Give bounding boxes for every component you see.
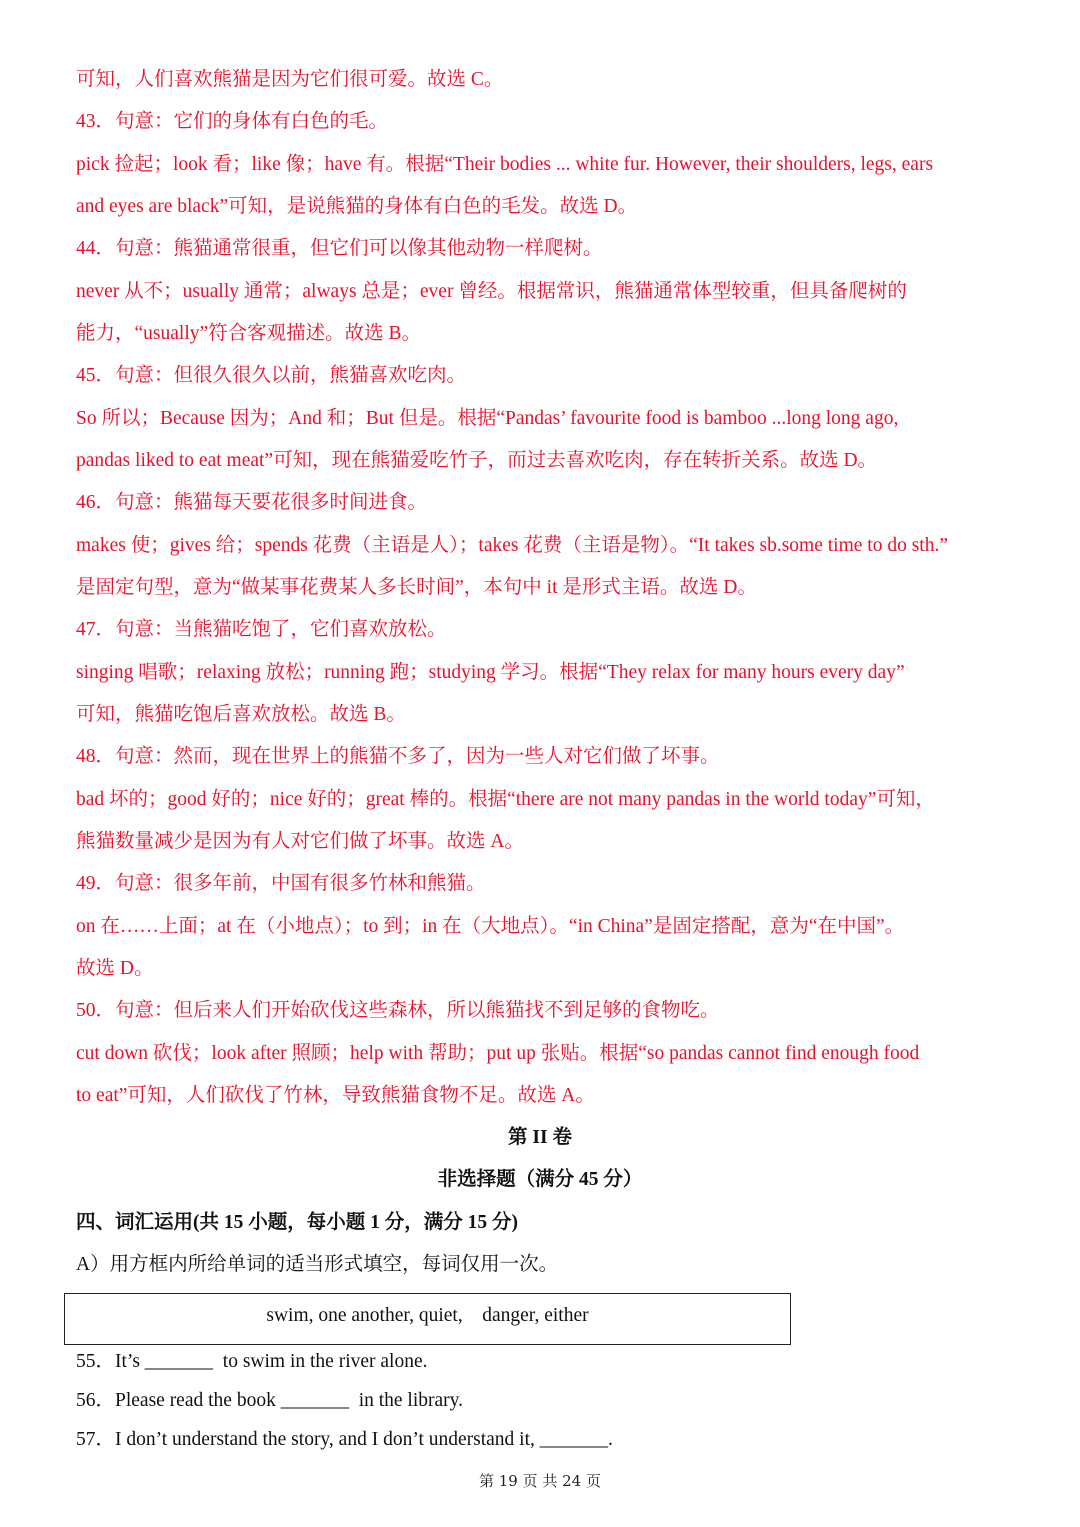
question-46-meaning: 46．句意：熊猫每天要花很多时间进食。 — [76, 492, 428, 513]
word-box-words: swim, one another, quiet, danger, either — [266, 1305, 589, 1326]
question-43-meaning: 43．句意：它们的身体有白色的毛。 — [76, 111, 389, 132]
question-56: 56．Please read the book _______ in the library. — [76, 1390, 464, 1411]
question-44-meaning: 44．句意：熊猫通常很重，但它们可以像其他动物一样爬树。 — [76, 238, 603, 259]
explanation-line: bad 坏的；good 好的；nice 好的；great 棒的。根据“there are not many pandas in the world today”可知， — [76, 789, 935, 810]
question-45-meaning: 45．句意：但很久很久以前，熊猫喜欢吃肉。 — [76, 365, 467, 386]
instruction-text: A）用方框内所给单词的适当形式填空，每词仅用一次。 — [76, 1254, 559, 1275]
explanation-line: 熊猫数量减少是因为有人对它们做了坏事。故选 A。 — [76, 831, 524, 852]
question-57: 57．I don’t understand the story, and I don’t understand it, _______. — [76, 1429, 613, 1450]
question-50-meaning: 50．句意：但后来人们开始砍伐这些森林，所以熊猫找不到足够的食物吃。 — [76, 1000, 720, 1021]
explanation-line: pandas liked to eat meat”可知，现在熊猫爱吃竹子，而过去喜欢吃肉，存在转折关系。故选 D。 — [76, 450, 878, 471]
question-55: 55．It’s _______ to swim in the river alone. — [76, 1351, 428, 1372]
explanation-line: on 在……上面；at 在（小地点）；to 到；in 在（大地点）。“in China”是固定搭配，意为“在中国”。 — [76, 916, 905, 937]
explanation-line: pick 捡起；look 看；like 像；have 有。根据“Their bodies ... white fur. However, their shoulders, legs, ears — [76, 154, 934, 175]
page-footer: 第 19 页 共 24 页 — [478, 1472, 601, 1490]
explanation-line: 能力，“usually”符合客观描述。故选 B。 — [76, 323, 422, 344]
section-subtitle: 非选择题（满分 45 分） — [437, 1169, 643, 1190]
question-48-meaning: 48．句意：然而，现在世界上的熊猫不多了，因为一些人对它们做了坏事。 — [76, 746, 720, 767]
explanation-line: never 从不；usually 通常；always 总是；ever 曾经。根据常识，熊猫通常体型较重，但具备爬树的 — [76, 281, 907, 302]
explanation-line: cut down 砍伐；look after 照顾；help with 帮助；put up 张贴。根据“so pandas cannot find enough food — [76, 1043, 920, 1064]
explanation-line: makes 使；gives 给；spends 花费（主语是人）；takes 花费（主语是物）。“It takes sb.some time to do sth.” — [76, 535, 948, 556]
explanation-line: 故选 D。 — [76, 958, 154, 979]
word-box — [64, 1293, 791, 1345]
question-47-meaning: 47．句意：当熊猫吃饱了，它们喜欢放松。 — [76, 619, 447, 640]
explanation-line: 可知，熊猫吃饱后喜欢放松。故选 B。 — [76, 704, 406, 725]
explanation-line: and eyes are black”可知，是说熊猫的身体有白色的毛发。故选 D。 — [76, 196, 638, 217]
explanation-line: to eat”可知，人们砍伐了竹林，导致熊猫食物不足。故选 A。 — [76, 1085, 595, 1106]
volume-title: 第 II 卷 — [508, 1127, 572, 1148]
part-heading: 四、词汇运用(共 15 小题，每小题 1 分，满分 15 分) — [76, 1212, 518, 1233]
explanation-line: So 所以；Because 因为；And 和；But 但是。根据“Pandas’ favourite food is bamboo ...long long ago, — [76, 408, 899, 429]
explanation-line: 是固定句型，意为“做某事花费某人多长时间”，本句中 it 是形式主语。故选 D。 — [76, 577, 757, 598]
explanation-line: singing 唱歌；relaxing 放松；running 跑；studying 学习。根据“They relax for many hours every day” — [76, 662, 905, 683]
question-49-meaning: 49．句意：很多年前，中国有很多竹林和熊猫。 — [76, 873, 486, 894]
explanation-line: 可知，人们喜欢熊猫是因为它们很可爱。故选 C。 — [76, 69, 504, 90]
